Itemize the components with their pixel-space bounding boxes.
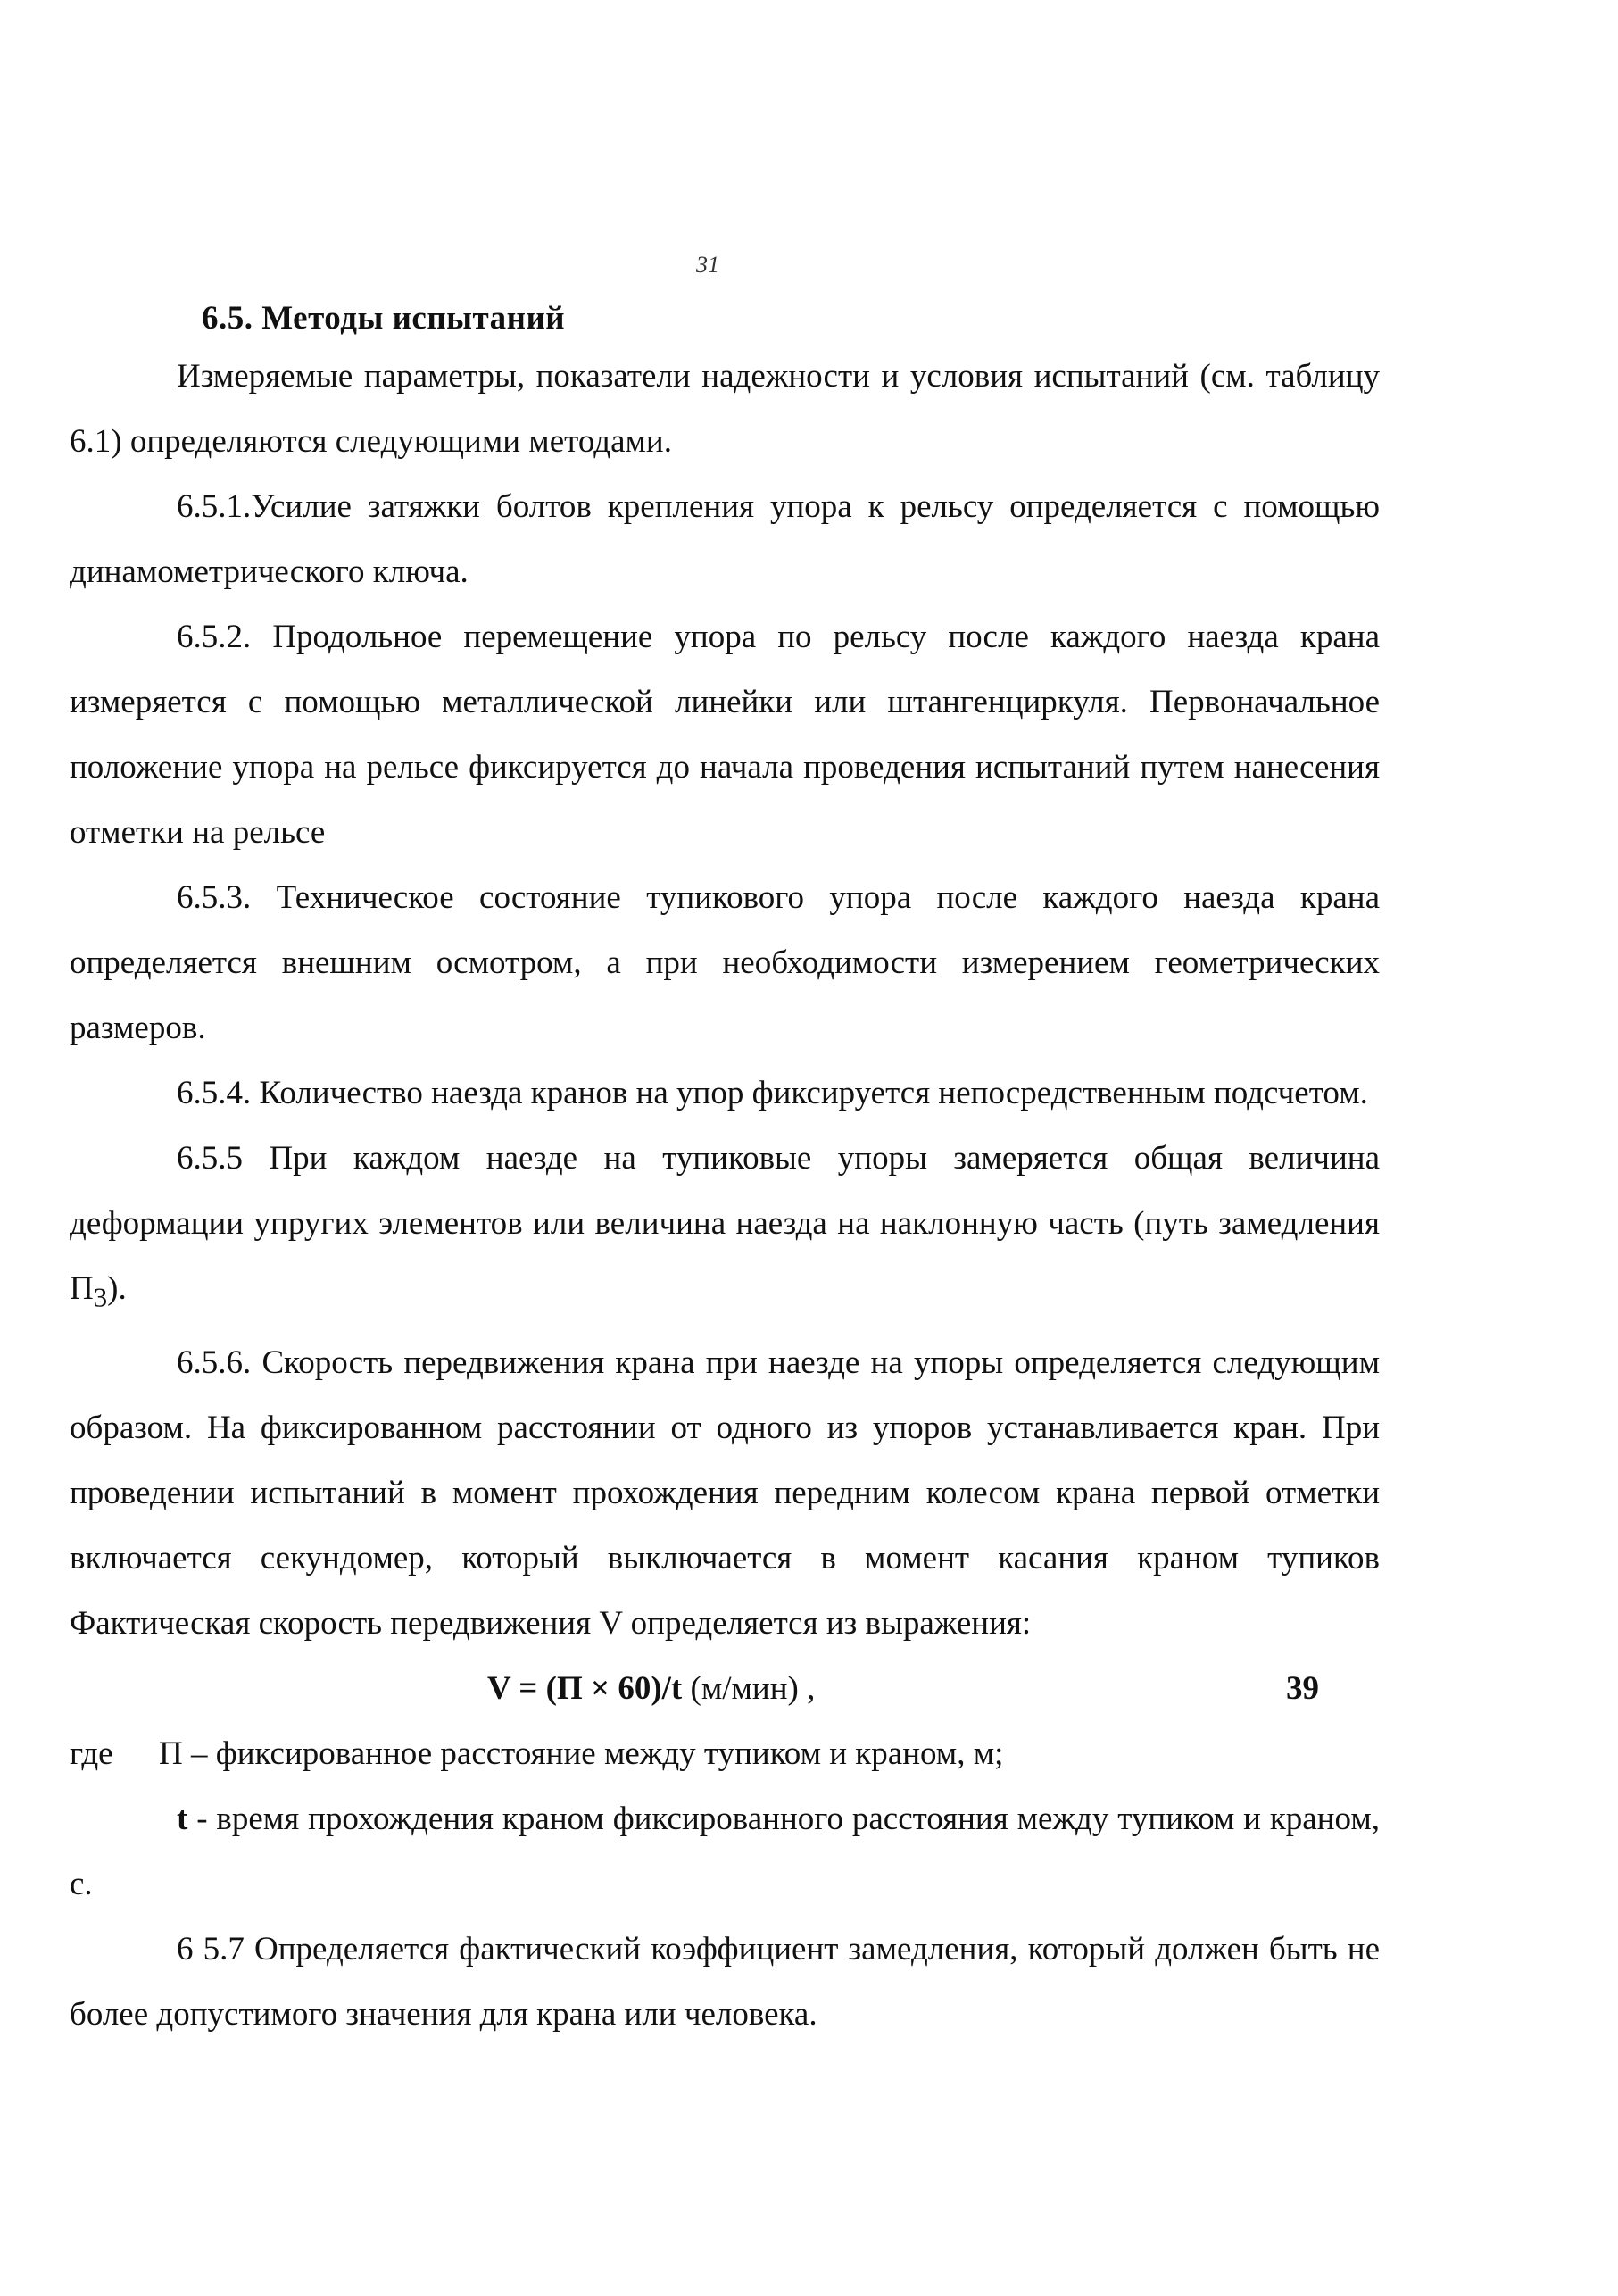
t-symbol: t bbox=[177, 1801, 188, 1838]
formula-unit: (м/мин) , bbox=[682, 1670, 816, 1708]
paragraph-6-5-5-end: ). bbox=[107, 1270, 127, 1307]
paragraph-6-5-5 bbox=[70, 1126, 1380, 1330]
definition-t-text: - время прохождения краном фиксированного расстояния между тупиком и краном, с. bbox=[70, 1801, 1380, 1903]
paragraph-6-5-4: 6.5.4. Количество наезда кранов на упор фиксируется непосредственным подсчетом. bbox=[177, 1075, 1368, 1111]
document-body bbox=[70, 299, 1380, 2047]
formula-expression: V = (П × 60)/t bbox=[487, 1670, 683, 1708]
subscript-3: 3 bbox=[93, 1282, 108, 1313]
paragraph-6-5-5-text: 6.5.5 При каждом наезде на тупиковые упоры замеряется общая величина деформации упругих элементов или величина наезда на наклонную часть (путь замедления П bbox=[70, 1140, 1380, 1307]
paragraph-6-5-1: 6.5.1.Усилие затяжки болтов крепления упора к рельсу определяется с помощью динамометрического ключа. bbox=[70, 488, 1380, 590]
where-label: где bbox=[70, 1735, 113, 1773]
formula bbox=[487, 1656, 815, 1721]
definition-t bbox=[70, 1786, 1380, 1917]
page-number: 31 bbox=[696, 252, 719, 278]
definition-p-row bbox=[70, 1721, 1380, 1786]
paragraph-6-5-6: 6.5.6. Скорость передвижения крана при наезде на упоры определяется следующим образом. На фиксированном расстоянии от одного из упоров устанавливается кран. При проведении испытаний в момент прохождения передним колесом крана первой отметки включается секундомер, который выключается в момент касания краном тупиков Фактическая скорость передвижения V определяется из выражения: bbox=[70, 1344, 1380, 1643]
paragraph-6-5-3: 6.5.3. Техническое состояние тупикового упора после каждого наезда крана определяется внешним осмотром, а при необходимости измерением геометрических размеров. bbox=[70, 879, 1380, 1046]
formula-number: 39 bbox=[1286, 1670, 1319, 1708]
definition-p: П – фиксированное расстояние между тупиком и краном, м; bbox=[159, 1735, 1004, 1773]
paragraph-6-5-7: 6 5.7 Определяется фактический коэффициент замедления, который должен быть не более допустимого значения для крана или человека. bbox=[70, 1931, 1380, 2034]
paragraph-intro: Измеряемые параметры, показатели надежности и условия испытаний (см. таблицу 6.1) определяются следующими методами. bbox=[70, 358, 1380, 460]
paragraph-6-5-2: 6.5.2. Продольное перемещение упора по рельсу после каждого наезда крана измеряется с помощью металлической линейки или штангенциркуля. Первоначальное положение упора на рельсе фиксируется до начала проведения испытаний путем нанесения отметки на рельсе bbox=[70, 619, 1380, 851]
formula-row bbox=[70, 1656, 1380, 1721]
section-title: 6.5. Методы испытаний bbox=[202, 300, 566, 337]
